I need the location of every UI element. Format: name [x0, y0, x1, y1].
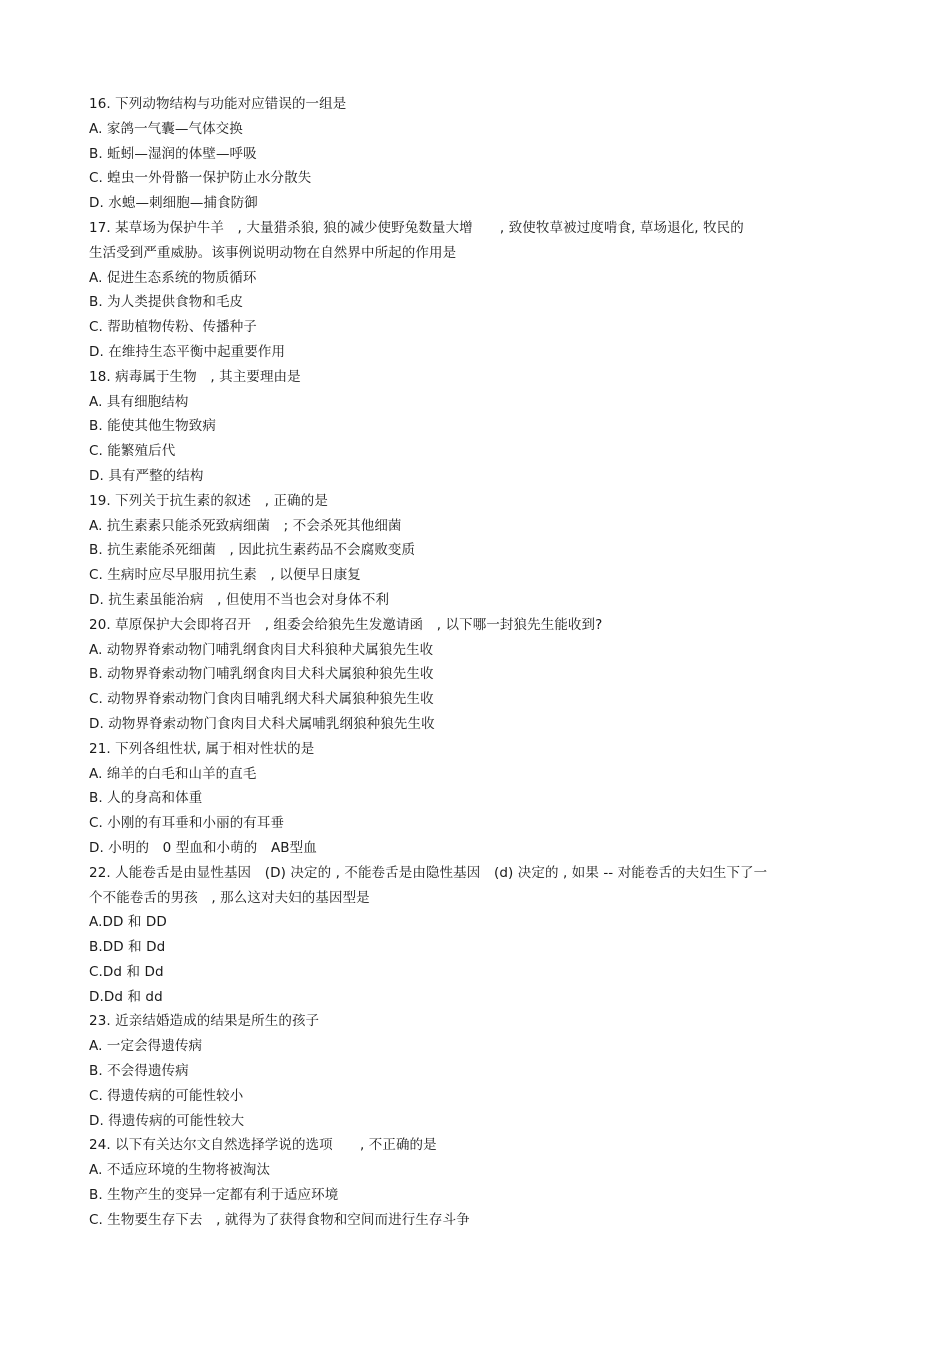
question-21-option-b: B. 人的身高和体重: [89, 790, 203, 807]
question-17-option-c: C. 帮助植物传粉、传播种子: [89, 319, 257, 336]
question-17-stem: 17. 某草场为保护牛羊 , 大量猎杀狼, 狼的减少使野兔数量大增 , 致使牧草被过度啃食, 草场退化, 牧民的: [89, 219, 744, 236]
question-21-option-d: D. 小明的 0 型血和小萌的 AB型血: [89, 839, 317, 856]
question-17-option-d: D. 在维持生态平衡中起重要作用: [89, 343, 286, 360]
question-18-stem: 18. 病毒属于生物 , 其主要理由是: [89, 368, 301, 385]
question-16-option-b: B. 蚯蚓—湿润的体壁—呼吸: [89, 145, 257, 162]
question-22-option-c: C.Dd 和 Dd: [89, 963, 164, 980]
question-18-option-b: B. 能使其他生物致病: [89, 418, 216, 435]
question-20-option-a: A. 动物界脊索动物门哺乳纲食肉目犬科狼种犬属狼先生收: [89, 641, 434, 658]
question-19-stem: 19. 下列关于抗生素的叙述 , 正确的是: [89, 492, 328, 509]
question-21-option-a: A. 绵羊的白毛和山羊的直毛: [89, 765, 257, 782]
question-23-option-b: B. 不会得遗传病: [89, 1063, 189, 1080]
question-list: [89, 92, 849, 1233]
question-22-option-d: D.Dd 和 dd: [89, 988, 163, 1005]
question-17-option-b: B. 为人类提供食物和毛皮: [89, 294, 244, 311]
question-19-option-a: A. 抗生素素只能杀死致病细菌 ; 不会杀死其他细菌: [89, 517, 402, 534]
question-22-option-a: A.DD 和 DD: [89, 914, 167, 931]
question-20-option-c: C. 动物界脊索动物门食肉目哺乳纲犬科犬属狼种狼先生收: [89, 691, 434, 708]
question-23-option-c: C. 得遗传病的可能性较小: [89, 1087, 244, 1104]
question-17-stem-continued: 生活受到严重威胁。该事例说明动物在自然界中所起的作用是: [89, 244, 457, 261]
question-22-stem: 22. 人能卷舌是由显性基因 (D) 决定的 , 不能卷舌是由隐性基因 (d) 决定的 , 如果 -- 对能卷舌的夫妇生下了一: [89, 864, 768, 881]
question-24-option-c: C. 生物要生存下去 , 就得为了获得食物和空间而进行生存斗争: [89, 1211, 470, 1228]
question-23-option-a: A. 一定会得遗传病: [89, 1038, 203, 1055]
question-16-option-d: D. 水螅—刺细胞—捕食防御: [89, 195, 258, 212]
question-24-stem: 24. 以下有关达尔文自然选择学说的选项 , 不正确的是: [89, 1137, 437, 1154]
question-16-option-c: C. 蝗虫一外骨骼一保护防止水分散失: [89, 170, 312, 187]
question-22-option-b: B.DD 和 Dd: [89, 939, 166, 956]
question-18-option-a: A. 具有细胞结构: [89, 393, 189, 410]
question-22-stem-continued: 个不能卷舌的男孩 , 那么这对夫妇的基因型是: [89, 889, 370, 906]
question-23-stem: 23. 近亲结婚造成的结果是所生的孩子: [89, 1013, 320, 1030]
question-23-option-d: D. 得遗传病的可能性较大: [89, 1112, 245, 1129]
question-20-option-d: D. 动物界脊索动物门食肉目犬科犬属哺乳纲狼种狼先生收: [89, 715, 435, 732]
question-19-option-b: B. 抗生素能杀死细菌 , 因此抗生素药品不会腐败变质: [89, 542, 416, 559]
question-16-option-a: A. 家鸽一气囊—气体交换: [89, 120, 243, 137]
question-16-stem: 16. 下列动物结构与功能对应错误的一组是: [89, 96, 347, 112]
question-19-option-c: C. 生病时应尽早服用抗生素 , 以便早日康复: [89, 567, 361, 584]
question-24-option-a: A. 不适应环境的生物将被淘汰: [89, 1162, 271, 1179]
question-20-option-b: B. 动物界脊索动物门哺乳纲食肉目犬科犬属狼种狼先生收: [89, 666, 434, 683]
question-18-option-c: C. 能繁殖后代: [89, 443, 176, 460]
question-19-option-d: D. 抗生素虽能治病 , 但使用不当也会对身体不利: [89, 591, 390, 608]
question-21-stem: 21. 下列各组性状, 属于相对性状的是: [89, 740, 315, 757]
question-20-stem: 20. 草原保护大会即将召开 , 组委会给狼先生发邀请函 , 以下哪一封狼先生能收到?: [89, 616, 603, 633]
question-18-option-d: D. 具有严整的结构: [89, 467, 204, 484]
question-24-option-b: B. 生物产生的变异一定都有利于适应环境: [89, 1187, 339, 1204]
question-17-option-a: A. 促进生态系统的物质循环: [89, 269, 257, 286]
question-21-option-c: C. 小刚的有耳垂和小丽的有耳垂: [89, 815, 285, 832]
